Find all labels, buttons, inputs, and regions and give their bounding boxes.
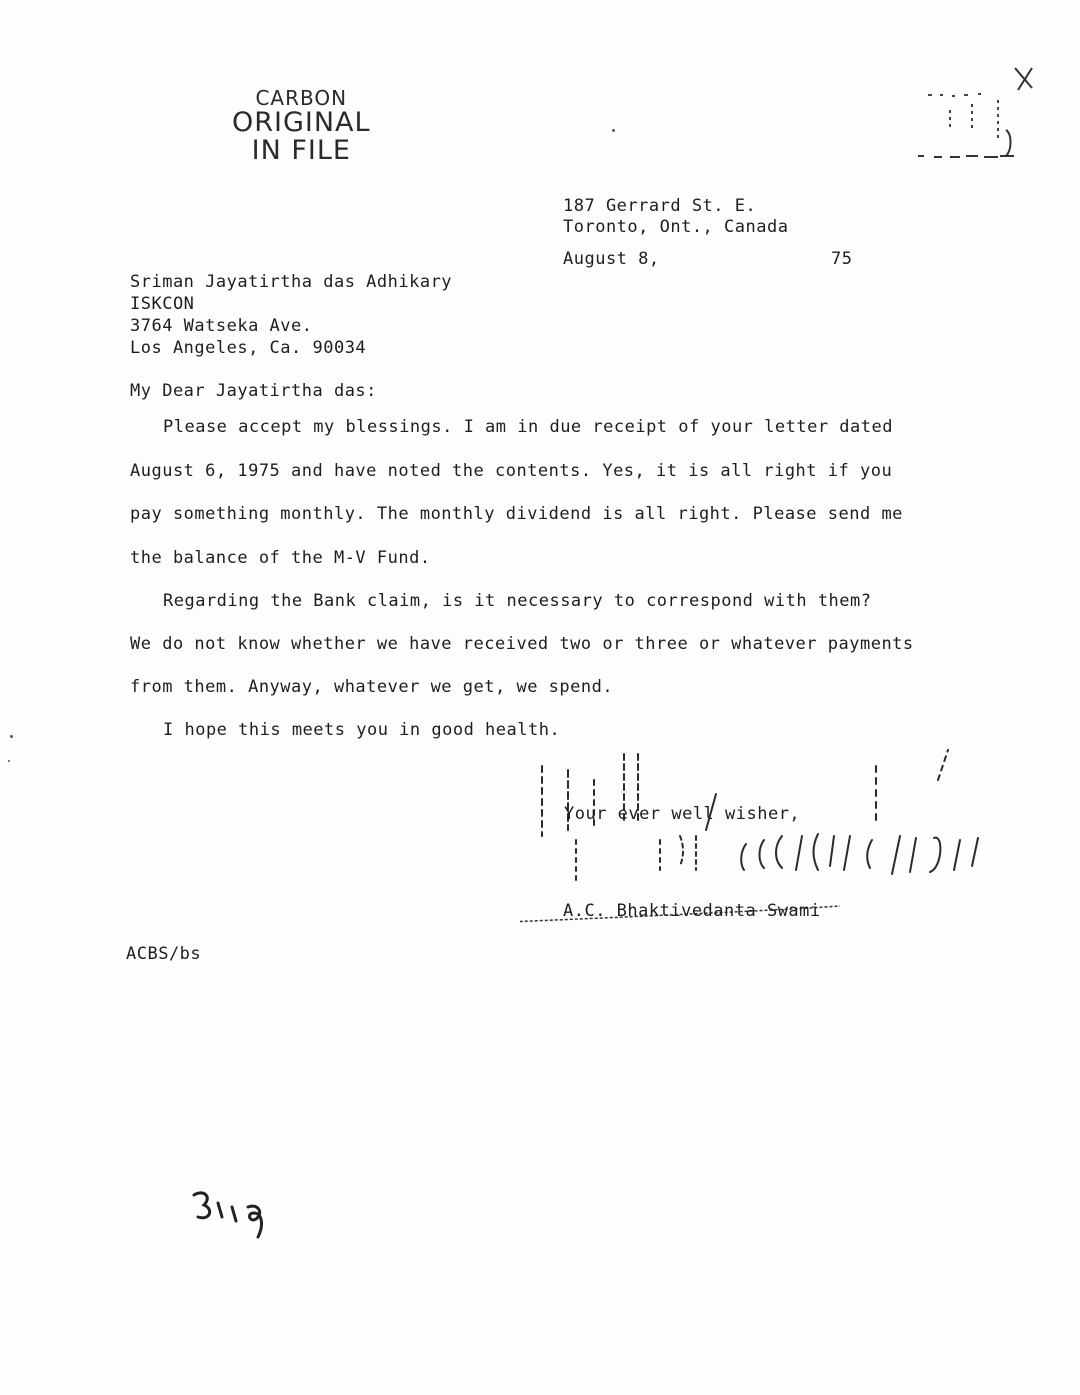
recipient-name: Sriman Jayatirtha das Adhikary [130,272,453,292]
sender-address-line-1: 187 Gerrard St. E. [563,196,757,216]
recipient-organization: ISKCON [130,294,195,314]
closing: Your ever well wisher, [564,804,801,824]
paragraph-2-line-2: We do not know whether we have received two or three or whatever payments [130,634,914,654]
paragraph-3-line-1: I hope this meets you in good health. [163,720,561,740]
typist-initials: ACBS/bs [126,944,202,964]
paragraph-1-line-4: the balance of the M-V Fund. [130,548,431,568]
scan-speck [10,735,13,738]
salutation: My Dear Jayatirtha das: [130,381,377,401]
corner-scribble-icon [900,60,1050,170]
sender-address-line-2: Toronto, Ont., Canada [563,217,789,237]
recipient-street: 3764 Watseka Ave. [130,316,313,336]
stamp-line-carbon: CARBON [255,86,348,110]
paragraph-1-line-1: Please accept my blessings. I am in due receipt of your letter dated [163,417,893,437]
carbon-original-stamp [232,88,371,166]
recipient-city: Los Angeles, Ca. 90034 [130,338,367,358]
stamp-line-original: ORIGINAL [232,107,371,138]
scan-speck [8,760,10,762]
paragraph-1-line-3: pay something monthly. The monthly dividend is all right. Please send me [130,504,903,524]
letter-date: August 8, [563,249,660,269]
letter-year: 75 [831,249,853,269]
paragraph-2-line-3: from them. Anyway, whatever we get, we spend. [130,677,614,697]
paragraph-1-line-2: August 6, 1975 and have noted the contents. Yes, it is all right if you [130,461,893,481]
paragraph-2-line-1: Regarding the Bank claim, is it necessary to correspond with them? [163,591,872,611]
signatory-name: A.C. Bhaktivedanta Swami [563,901,821,921]
stamp-line-in-file: IN FILE [251,135,351,167]
scan-speck [612,129,615,132]
handwritten-number-icon [188,1185,278,1245]
